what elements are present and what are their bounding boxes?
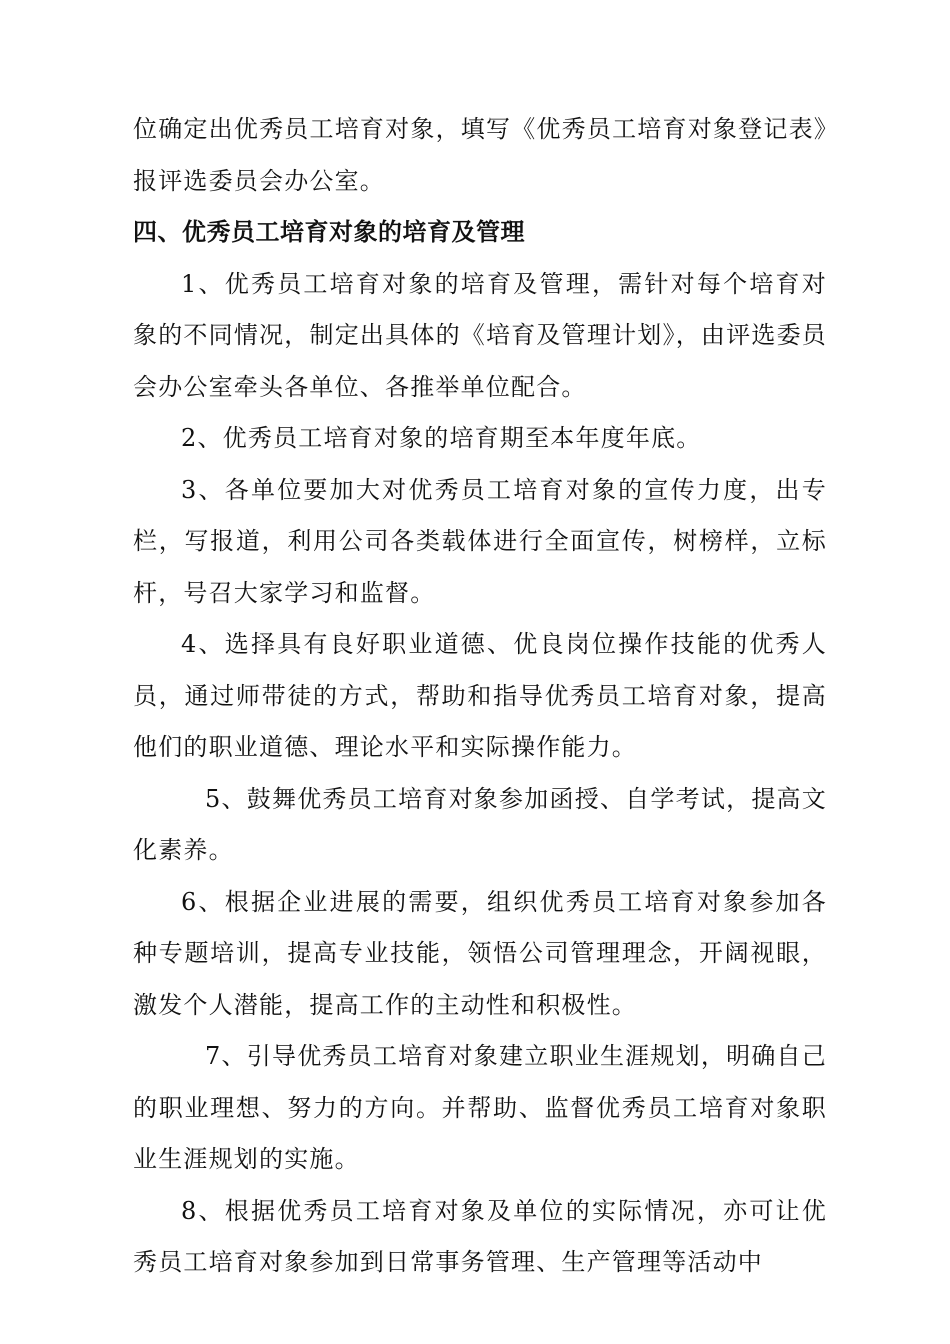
paragraph-item-3: 3、各单位要加大对优秀员工培育对象的宣传力度，出专栏，写报道，利用公司各类载体进行全面宣传，树榜样，立标杆，号召大家学习和监督。 xyxy=(133,475,827,607)
document-page xyxy=(133,104,827,1289)
paragraph-item-2: 2、优秀员工培育对象的培育期至本年度年底。 xyxy=(181,424,702,452)
paragraph-item-5: 5、鼓舞优秀员工培育对象参加函授、自学考试，提高文化素养。 xyxy=(133,784,827,864)
paragraph-item-1: 1、优秀员工培育对象的培育及管理，需针对每个培育对象的不同情况，制定出具体的《培育及管理计划》，由评选委员会办公室牵头各单位、各推举单位配合。 xyxy=(133,269,827,401)
paragraph-continuation: 位确定出优秀员工培育对象，填写《优秀员工培育对象登记表》报评选委员会办公室。 xyxy=(133,115,827,195)
paragraph-item-8: 8、根据优秀员工培育对象及单位的实际情况，亦可让优秀员工培育对象参加到日常事务管理、生产管理等活动中 xyxy=(133,1196,827,1276)
paragraph-item-4: 4、选择具有良好职业道德、优良岗位操作技能的优秀人员，通过师带徒的方式，帮助和指导优秀员工培育对象，提高他们的职业道德、理论水平和实际操作能力。 xyxy=(133,630,827,761)
paragraph-item-7: 7、引导优秀员工培育对象建立职业生涯规划，明确自己的职业理想、努力的方向。并帮助、监督优秀员工培育对象职业生涯规划的实施。 xyxy=(133,1042,827,1173)
paragraph-item-6: 6、根据企业进展的需要，组织优秀员工培育对象参加各种专题培训，提高专业技能，领悟公司管理理念，开阔视眼，激发个人潜能，提高工作的主动性和积极性。 xyxy=(133,887,827,1019)
section-heading: 四、优秀员工培育对象的培育及管理 xyxy=(133,218,525,246)
